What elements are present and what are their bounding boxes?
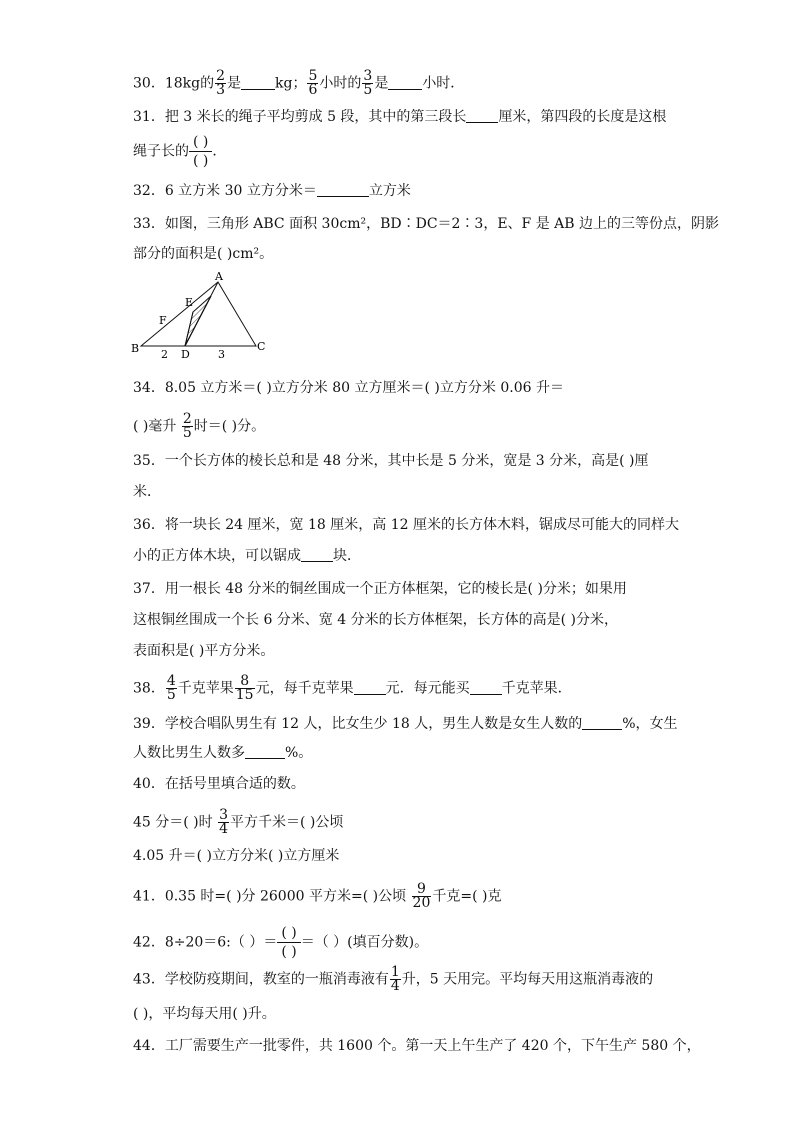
- q33-line2: 部分的面积是( )cm²。: [133, 246, 274, 262]
- label-b: B: [131, 342, 140, 355]
- q39-line2: 人数比男生人数多 %。: [133, 745, 313, 761]
- blank-yuan[interactable]: [354, 680, 386, 695]
- label-bd: 2: [161, 348, 168, 361]
- q43-line2: ( )，平均每天用( )升。: [133, 1006, 276, 1022]
- fraction-2-3: $\frac{2}{3}$: [216, 68, 226, 98]
- q39-line1: 39．学校合唱队男生有 12 人，比女生少 18 人，男生人数是女生人数的 %，女生: [133, 716, 678, 732]
- q30: 30．18kg的 $\frac{2}{3}$ 是 kg； $\frac{5}{6}$ 小时的 $\frac{3}{5}$ 是 小时．: [133, 68, 465, 98]
- label-e: E: [185, 296, 194, 309]
- label-dc: 3: [218, 348, 225, 361]
- blank-kg[interactable]: [241, 75, 275, 90]
- blank-cm[interactable]: [466, 108, 498, 123]
- q40-row1: 45 分＝( )时 $\frac{3}{4}$ 平方千米＝( )公顷: [133, 807, 344, 837]
- fraction-8-15: $\frac{8}{15}$: [235, 673, 254, 703]
- q32: 32．6 立方米 30 立方分米＝ 立方米: [133, 183, 411, 199]
- blank-kg2[interactable]: [470, 680, 502, 695]
- q31-line1: 31．把 3 米长的绳子平均剪成 5 段，其中的第三段长 厘米，第四段的长度是这根: [133, 109, 667, 125]
- q35-line2: 米．: [133, 484, 161, 500]
- label-f: F: [159, 314, 167, 327]
- q40-title: 40．在括号里填合适的数。: [133, 776, 305, 792]
- blank-blocks[interactable]: [301, 547, 333, 562]
- fraction-3-5: $\frac{3}{5}$: [363, 68, 373, 98]
- fraction-2-5: $\frac{2}{5}$: [182, 411, 192, 441]
- q38: 38． $\frac{4}{5}$ 千克苹果 $\frac{8}{15}$ 元，每千克苹果 元．每元能买 千克苹果．: [133, 673, 572, 703]
- q36-line2: 小的正方体木块，可以锯成 块．: [133, 548, 361, 564]
- fraction-1-4: $\frac{1}{4}$: [390, 964, 400, 994]
- q43-line1: 43．学校防疫期间，教室的一瓶消毒液有 $\frac{1}{4}$ 升，5 天用完。平均每天用这瓶消毒液的: [133, 964, 654, 994]
- q36-line1: 36．将一块长 24 厘米，宽 18 厘米，高 12 厘米的长方体木料，锯成尽可能大的同样大: [133, 517, 679, 533]
- label-c: C: [257, 340, 266, 353]
- q34-line2: ( )毫升 $\frac{2}{5}$ 时＝( )分。: [133, 411, 266, 441]
- q37-line3: 表面积是( )平方分米。: [133, 643, 275, 659]
- fraction-blank-42[interactable]: ( ) ( ): [277, 924, 300, 961]
- q40-row2: 4.05 升＝( )立方分米( )立方厘米: [133, 848, 340, 864]
- q31-line2: 绳子长的 ( ) ( ) ．: [133, 134, 227, 169]
- fraction-blank[interactable]: ( ) ( ): [189, 133, 212, 170]
- q37-line1: 37．用一根长 48 分米的铜丝围成一个正方体框架，它的棱长是( )分米；如果用: [133, 581, 627, 597]
- blank-percent2[interactable]: [245, 744, 285, 759]
- q42: 42．8÷20＝6:（ ）＝ ( ) ( ) ＝（ ）(填百分数)。: [133, 925, 429, 960]
- blank-m3[interactable]: [317, 182, 369, 197]
- fraction-9-20: $\frac{9}{20}$: [412, 881, 431, 911]
- q41: 41．0.35 时=( )分 26000 平方米=( )公顷 $\frac{9}{20}$ 千克=( )克: [133, 881, 502, 911]
- fraction-5-6: $\frac{5}{6}$: [308, 68, 318, 98]
- blank-hours[interactable]: [388, 75, 422, 90]
- q34-line1: 34．8.05 立方米＝( )立方分米 80 立方厘米＝( )立方分米 0.06 升＝: [133, 380, 564, 396]
- triangle-figure: [125, 272, 275, 364]
- label-d: D: [181, 348, 190, 361]
- q37-line2: 这根铜丝围成一个长 6 分米、宽 4 分米的长方体框架，长方体的高是( )分米，: [133, 612, 618, 628]
- fraction-3-4: $\frac{3}{4}$: [219, 807, 229, 837]
- q44-line1: 44．工厂需要生产一批零件，共 1600 个。第一天上午生产了 420 个，下午生产 580 个，: [133, 1038, 701, 1054]
- blank-percent1[interactable]: [582, 715, 622, 730]
- fraction-4-5: $\frac{4}{5}$: [166, 673, 176, 703]
- q33-line1: 33．如图，三角形 ABC 面积 30cm²，BD∶DC＝2∶3，E、F 是 AB 边上的三等份点，阴影: [133, 216, 720, 232]
- label-a: A: [215, 272, 223, 283]
- q35-line1: 35．一个长方体的棱长总和是 48 分米，其中长是 5 分米，宽是 3 分米，高是( )厘: [133, 453, 649, 469]
